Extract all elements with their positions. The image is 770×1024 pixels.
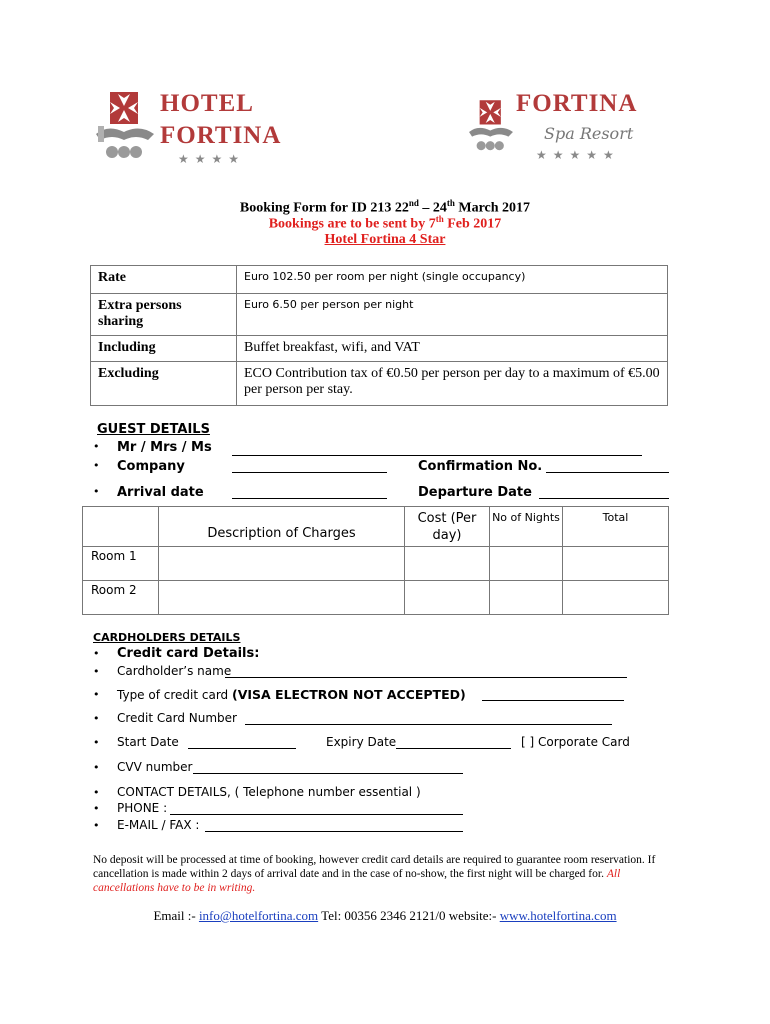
logo-stars: ★★★★ xyxy=(178,152,246,166)
cardholder-name-label: Cardholder’s name xyxy=(117,664,232,678)
booking-deadline: Bookings are to be sent by 7th Feb 2017 xyxy=(268,214,502,232)
bullet-icon: • xyxy=(93,761,100,774)
total-cell[interactable] xyxy=(563,547,669,581)
col-nights: No of Nights xyxy=(490,507,563,547)
bullet-icon: • xyxy=(93,485,100,498)
rate-label: Extra persons sharing xyxy=(91,294,237,336)
arrival-label: Arrival date xyxy=(117,485,204,500)
form-title: Booking Form for ID 213 22nd – 24th March 2017 xyxy=(239,198,531,216)
bullet-icon: • xyxy=(93,712,100,725)
total-cell[interactable] xyxy=(563,581,669,615)
card-type-field[interactable] xyxy=(482,700,624,701)
title-field[interactable] xyxy=(232,455,642,456)
description-cell[interactable] xyxy=(159,547,405,581)
guest-details-heading: GUEST DETAILS xyxy=(97,422,210,437)
table-row xyxy=(83,581,669,615)
row-header-cell xyxy=(83,507,159,547)
confirmation-label: Confirmation No. xyxy=(418,459,543,474)
rate-table xyxy=(90,265,668,406)
deposit-note: No deposit will be processed at time of booking, however credit card details are required to guarantee room reservation. If cancellation is made within 2 days of arrival date and in the case of no-show, the first night will be charged for. All cancellations have to be in writing. xyxy=(93,854,656,894)
rate-value: Euro 6.50 per person per night xyxy=(237,294,668,336)
cvv-label: CVV number xyxy=(117,760,193,774)
table-row xyxy=(91,336,668,362)
company-label: Company xyxy=(117,459,185,474)
website-link[interactable]: www.hotelfortina.com xyxy=(499,908,617,923)
cost-cell[interactable] xyxy=(405,547,490,581)
cardholder-heading: CARDHOLDERS DETAILS xyxy=(93,631,241,644)
logo-script: Spa Resort xyxy=(544,124,634,143)
cost-cell[interactable] xyxy=(405,581,490,615)
rate-value: Buffet breakfast, wifi, and VAT xyxy=(237,336,668,362)
bullet-icon: • xyxy=(93,736,100,749)
start-date-field[interactable] xyxy=(188,748,296,749)
phone-field[interactable] xyxy=(170,814,463,815)
expiry-date-field[interactable] xyxy=(396,748,511,749)
nights-cell[interactable] xyxy=(490,581,563,615)
bullet-icon: • xyxy=(93,647,100,660)
departure-field[interactable] xyxy=(539,498,669,499)
card-type-label: Type of credit card (VISA ELECTRON NOT ACCEPTED) xyxy=(117,687,466,702)
bullet-icon: • xyxy=(93,688,100,701)
rate-value: Euro 102.50 per room per night (single occupancy) xyxy=(237,266,668,294)
description-cell[interactable] xyxy=(159,581,405,615)
contact-footer: Email :- info@hotelfortina.com Tel: 00356 2346 2121/0 website:- www.hotelfortina.com xyxy=(153,908,617,923)
credit-card-details-label: Credit card Details: xyxy=(117,646,260,661)
rate-value: ECO Contribution tax of €0.50 per person per day to a maximum of €5.00 per person per stay. xyxy=(237,362,668,406)
logo-line2: FORTINA xyxy=(160,122,282,149)
company-field[interactable] xyxy=(232,472,387,473)
expiry-date-label: Expiry Date xyxy=(326,735,397,749)
table-row xyxy=(83,547,669,581)
col-description: Description of Charges xyxy=(159,507,405,547)
cardholder-name-field[interactable] xyxy=(225,677,627,678)
col-cost: Cost (Per day) xyxy=(405,507,490,547)
logo-line1: HOTEL xyxy=(160,90,254,117)
logo-stars: ★★★★★ xyxy=(536,148,620,162)
contact-details-label: CONTACT DETAILS, ( Telephone number essential ) xyxy=(117,785,421,799)
start-date-label: Start Date xyxy=(117,735,179,749)
table-row xyxy=(91,294,668,336)
bullet-icon: • xyxy=(93,440,100,453)
bullet-icon: • xyxy=(93,802,100,815)
card-number-label: Credit Card Number xyxy=(117,711,237,725)
rate-label: Excluding xyxy=(91,362,237,406)
bullet-icon: • xyxy=(93,819,100,832)
arrival-field[interactable] xyxy=(232,498,387,499)
confirmation-field[interactable] xyxy=(546,472,669,473)
title-label: Mr / Mrs / Ms xyxy=(117,440,212,455)
bullet-icon: • xyxy=(93,459,100,472)
table-row xyxy=(91,362,668,406)
email-fax-field[interactable] xyxy=(205,831,463,832)
cancellation-note: All cancellations have to be in writing. xyxy=(93,868,621,894)
charges-table xyxy=(82,506,669,615)
maltese-cross-emblem-icon xyxy=(466,88,516,164)
hotel-fortina-logo xyxy=(92,88,282,168)
col-total: Total xyxy=(563,507,669,547)
room-label: Room 1 xyxy=(83,547,159,581)
phone-label: PHONE : xyxy=(117,801,168,815)
table-row xyxy=(83,507,669,547)
table-row xyxy=(91,266,668,294)
email-link[interactable]: info@hotelfortina.com xyxy=(198,908,319,923)
email-fax-label: E-MAIL / FAX : xyxy=(117,818,200,832)
hotel-name: Hotel Fortina 4 Star xyxy=(324,232,446,247)
fortina-spa-resort-logo xyxy=(466,88,636,168)
cvv-field[interactable] xyxy=(193,773,463,774)
bullet-icon: • xyxy=(93,786,100,799)
room-label: Room 2 xyxy=(83,581,159,615)
maltese-cross-emblem-icon xyxy=(92,88,158,164)
departure-label: Departure Date xyxy=(418,485,532,500)
bullet-icon: • xyxy=(93,665,100,678)
logo-line1: FORTINA xyxy=(516,90,638,117)
rate-label: Including xyxy=(91,336,237,362)
nights-cell[interactable] xyxy=(490,547,563,581)
rate-label: Rate xyxy=(91,266,237,294)
card-number-field[interactable] xyxy=(245,724,612,725)
corporate-card-checkbox[interactable]: [ ] Corporate Card xyxy=(521,735,630,749)
